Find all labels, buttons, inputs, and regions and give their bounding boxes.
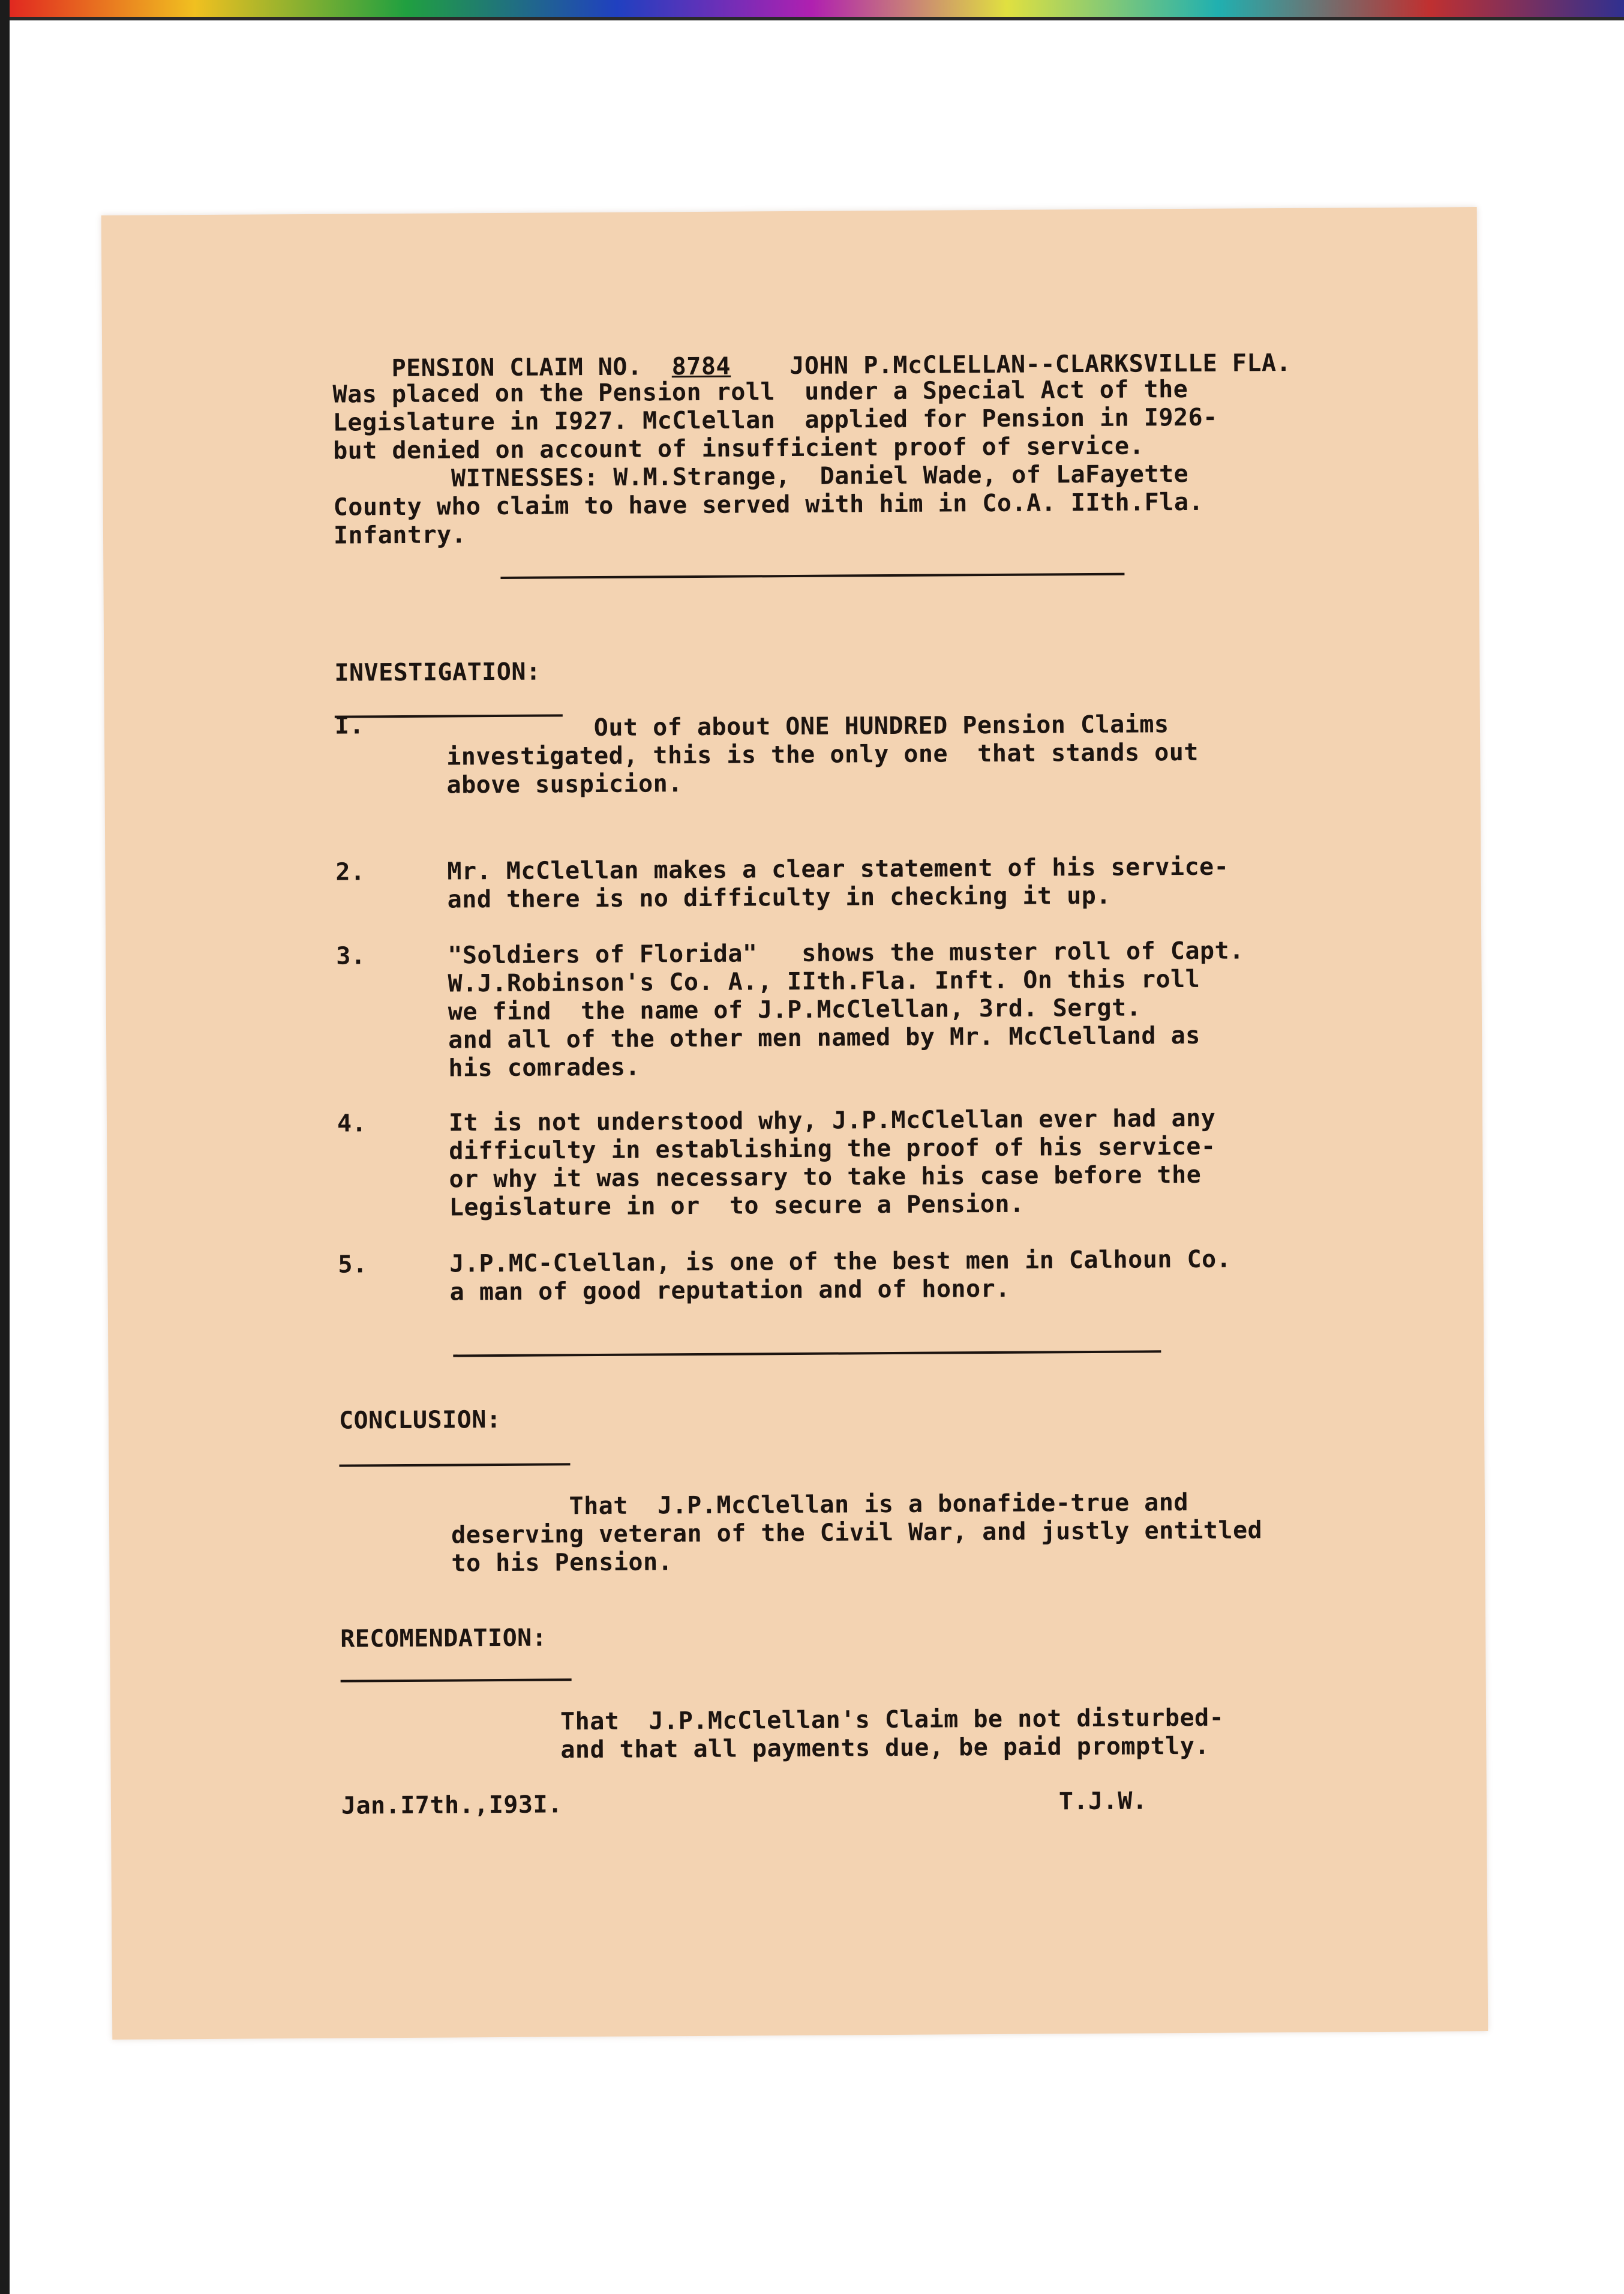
summary-line: County who claim to have served with him in Co.A. IIth.Fla. [333, 488, 1204, 521]
item-number: 4. [337, 1109, 367, 1138]
item-line: and all of the other men named by Mr. McClelland as [448, 1021, 1200, 1054]
scan-edge-shadow [0, 17, 1624, 20]
separator-rule [453, 1350, 1161, 1357]
item-line: a man of good reputation and of honor. [449, 1275, 1010, 1306]
claim-label: PENSION CLAIM NO. [391, 353, 643, 383]
summary-line: but denied on account of insufficient proof of service. [333, 432, 1145, 465]
item-line: his comrades. [448, 1053, 641, 1082]
scan-left-edge [0, 0, 10, 2294]
item-line: J.P.MC-Clellan, is one of the best men in Calhoun Co. [449, 1245, 1232, 1278]
item-number: I. [334, 712, 365, 740]
summary-line: WITNESSES: W.M.Strange, Daniel Wade, of LaFayette [333, 460, 1189, 493]
conclusion-line: to his Pension. [451, 1548, 673, 1578]
scan-color-strip [0, 0, 1624, 17]
item-line: investigated, this is the only one that stands out [446, 738, 1199, 771]
author-initials: T.J.W. [1058, 1787, 1148, 1816]
document-date: Jan.I7th.,I93I. [341, 1791, 563, 1820]
item-line: Mr. McClellan makes a clear statement of his service- [447, 853, 1229, 886]
separator-rule [500, 573, 1124, 579]
claimant-name: JOHN P.McCLELLAN--CLARKSVILLE FLA. [790, 349, 1292, 380]
item-line: we find the name of J.P.McClellan, 3rd. Sergt. [448, 994, 1142, 1026]
heading-underline [341, 1678, 572, 1682]
document-page [101, 207, 1488, 2040]
investigation-heading: INVESTIGATION: [334, 658, 541, 687]
item-number: 3. [336, 942, 366, 970]
conclusion-heading: CONCLUSION: [338, 1405, 502, 1435]
item-line: and there is no difficulty in checking it up. [447, 881, 1112, 914]
conclusion-line: deserving veteran of the Civil War, and justly entitled [451, 1516, 1263, 1549]
item-line: Legislature in or to secure a Pension. [449, 1190, 1025, 1222]
item-number: 5. [338, 1251, 368, 1279]
recommendation-line: That J.P.McClellan's Claim be not disturbed- [560, 1704, 1224, 1736]
recommendation-heading: RECOMENDATION: [340, 1624, 547, 1653]
summary-line: Infantry. [333, 521, 467, 550]
heading-underline [339, 1463, 570, 1467]
item-line: difficulty in establishing the proof of his service- [449, 1132, 1216, 1165]
item-line: "Soldiers of Florida" shows the muster roll of Capt. [448, 937, 1244, 970]
item-line: W.J.Robinson's Co. A., IIth.Fla. Inft. On this roll [448, 965, 1200, 998]
summary-line: Legislature in I927. McClellan applied for Pension in I926- [332, 403, 1218, 437]
item-line: or why it was necessary to take his case before the [449, 1161, 1202, 1194]
claim-number: 8784 [671, 352, 731, 381]
recommendation-line: and that all payments due, be paid promptly. [560, 1732, 1210, 1764]
summary-line: Was placed on the Pension roll under a Special Act of the [332, 375, 1188, 409]
item-line: Out of about ONE HUNDRED Pension Claims [446, 710, 1169, 743]
item-line: above suspicion. [446, 770, 683, 799]
item-number: 2. [335, 858, 365, 886]
conclusion-line: That J.P.McClellan is a bonafide-true and [451, 1489, 1189, 1521]
item-line: It is not understood why, J.P.McClellan ever had any [448, 1104, 1216, 1137]
